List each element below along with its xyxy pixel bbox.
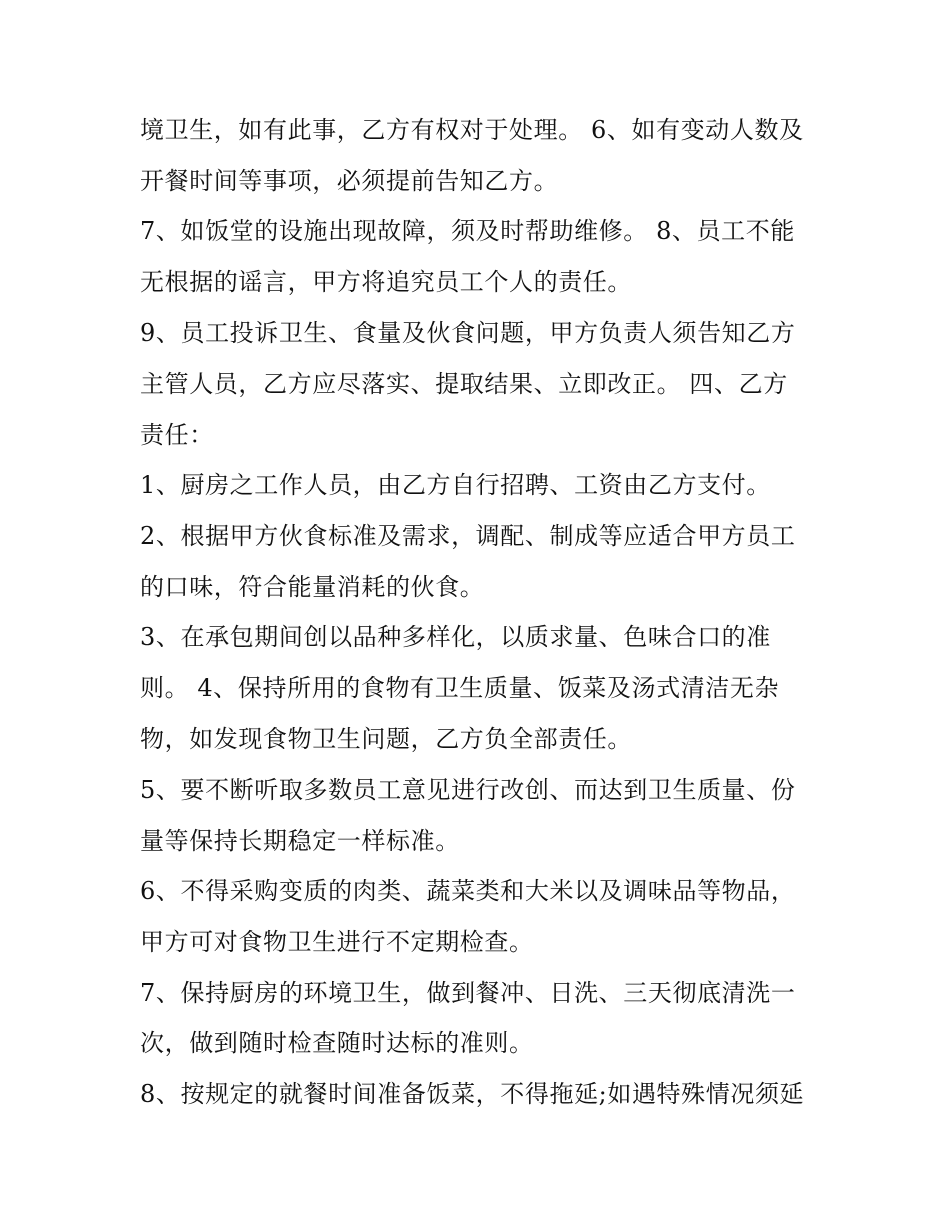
text-line: 境卫生，如有此事，乙方有权对于处理。 6、如有变动人数及	[140, 116, 804, 144]
text-line: 无根据的谣言，甲方将追究员工个人的责任。	[140, 268, 632, 296]
text-line: 6、不得采购变质的肉类、蔬菜类和大米以及调味品等物品，	[140, 877, 796, 905]
text-line: 主管人员，乙方应尽落实、提取结果、立即改正。 四、乙方	[140, 370, 788, 398]
text-line: 甲方可对食物卫生进行不定期检查。	[140, 928, 534, 956]
text-line: 5、要不断听取多数员工意见进行改创、而达到卫生质量、份	[140, 776, 796, 804]
text-line: 的口味，符合能量消耗的伙食。	[140, 573, 485, 601]
text-line: 1、厨房之工作人员，由乙方自行招聘、工资由乙方支付。	[140, 471, 771, 499]
text-line: 3、在承包期间创以品种多样化，以质求量、色味合口的准	[140, 623, 771, 651]
text-line: 开餐时间等事项，必须提前告知乙方。	[140, 167, 559, 195]
text-line: 次，做到随时检查随时达标的准则。	[140, 1029, 534, 1057]
text-line: 8、按规定的就餐时间准备饭菜，不得拖延;如遇特殊情况须延	[140, 1080, 805, 1108]
text-line: 7、保持厨房的环境卫生，做到餐冲、日洗、三天彻底清洗一	[140, 979, 796, 1007]
text-line: 则。 4、保持所用的食物有卫生质量、饭菜及汤式清洁无杂	[140, 674, 780, 702]
text-line: 责任：	[140, 421, 214, 449]
text-line: 2、根据甲方伙食标准及需求，调配、制成等应适合甲方员工	[140, 522, 796, 550]
text-line: 物，如发现食物卫生问题，乙方负全部责任。	[140, 725, 632, 753]
text-line: 量等保持长期稳定一样标准。	[140, 827, 460, 855]
text-line: 7、如饭堂的设施出现故障，须及时帮助维修。 8、员工不能	[140, 217, 795, 245]
text-line: 9、员工投诉卫生、食量及伙食问题，甲方负责人须告知乙方	[140, 319, 796, 347]
